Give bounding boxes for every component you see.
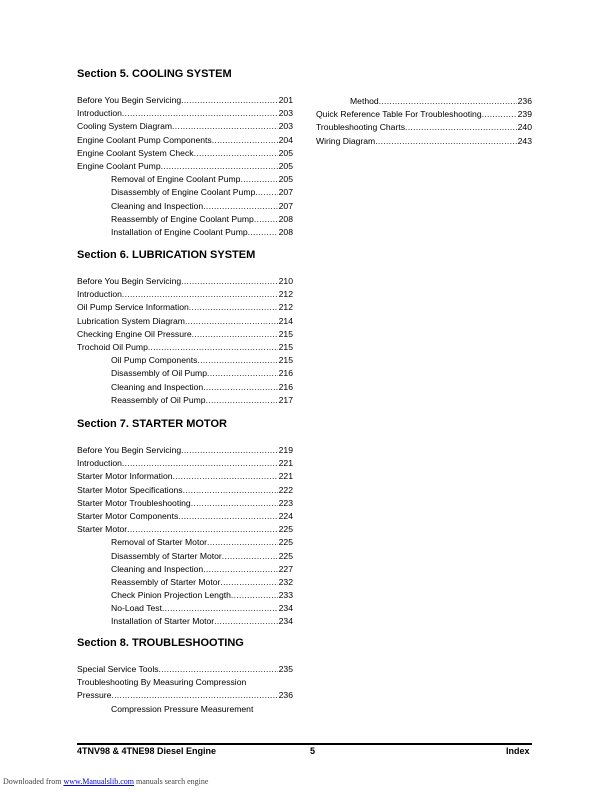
toc-entry[interactable]: [77, 354, 293, 367]
toc-entry-page: 225: [278, 524, 293, 535]
toc-entry[interactable]: [77, 315, 293, 328]
toc-entry[interactable]: [77, 147, 293, 160]
toc-entry[interactable]: [77, 510, 293, 523]
section-title: Section 6. LUBRICATION SYSTEM: [77, 249, 256, 261]
toc-entry-page: 212: [278, 289, 293, 300]
leader-dots: [159, 663, 278, 676]
toc-entry-page: 205: [278, 174, 293, 185]
toc-entry-page: 243: [517, 135, 532, 146]
leader-dots: [246, 676, 292, 689]
leader-dots: [379, 95, 517, 108]
toc-entry-page: [292, 676, 293, 689]
toc-entry-page: 215: [278, 328, 293, 339]
leader-dots: [189, 301, 278, 314]
toc-entry-page: 227: [278, 563, 293, 574]
toc-entry[interactable]: [77, 523, 293, 536]
toc-entry-label: Check Pinion Projection Length: [111, 590, 231, 601]
toc-entry-page: 234: [278, 603, 293, 614]
leader-dots: [220, 576, 277, 589]
toc-entry-page: 225: [278, 550, 293, 561]
toc-entry-page: 221: [278, 471, 293, 482]
leader-dots: [240, 173, 277, 186]
toc-section: [77, 67, 293, 239]
toc-entry[interactable]: [77, 576, 293, 589]
toc-entry-label: Reassembly of Starter Motor: [111, 576, 221, 587]
leader-dots: [405, 121, 517, 134]
toc-entry[interactable]: [77, 301, 293, 314]
toc-entry-page: 210: [278, 276, 293, 286]
toc-entry-label: Cleaning and Inspection: [111, 381, 204, 392]
toc-entry-page: 222: [278, 484, 293, 495]
toc-entry-label: Introduction: [77, 108, 122, 119]
section-title: Section 8. TROUBLESHOOTING: [77, 637, 244, 649]
leader-dots: [122, 457, 278, 470]
toc-entry-label: Pressure: [77, 690, 112, 701]
leader-dots: [181, 275, 278, 288]
toc-entry-page: 216: [278, 381, 293, 392]
footer-section: Index: [506, 746, 530, 756]
toc-entry[interactable]: [77, 615, 293, 628]
toc-entry[interactable]: [77, 186, 293, 199]
toc-entry-label: Disassembly of Oil Pump: [111, 368, 207, 379]
leader-dots: [111, 689, 277, 702]
leader-dots: [214, 615, 277, 628]
toc-entry[interactable]: [77, 341, 293, 354]
toc-entry[interactable]: [77, 288, 293, 301]
toc-entry[interactable]: [77, 536, 293, 549]
download-note: [3, 777, 208, 786]
toc-entry-page: 232: [278, 576, 293, 587]
leader-dots: [183, 484, 278, 497]
leader-dots: [191, 497, 278, 510]
toc-entry-label: Engine Coolant System Check: [77, 147, 194, 158]
leader-dots: [181, 94, 278, 107]
toc-entry-page: 204: [278, 134, 293, 145]
download-prefix: Downloaded from: [3, 777, 62, 786]
toc-entry[interactable]: [77, 470, 293, 483]
leader-dots: [203, 563, 277, 576]
toc-entry[interactable]: [77, 444, 293, 457]
section-title: Section 5. COOLING SYSTEM: [77, 68, 232, 80]
toc-entry-page: 234: [278, 616, 293, 627]
leader-dots: [197, 354, 277, 367]
toc-entry-label: Reassembly of Engine Coolant Pump: [111, 213, 254, 224]
toc-entry[interactable]: [77, 160, 293, 173]
footer-page-number: 5: [310, 746, 316, 756]
leader-dots: [181, 444, 278, 457]
toc-entry[interactable]: [77, 200, 293, 213]
toc-entry[interactable]: [77, 275, 293, 288]
toc-entry-page: 212: [278, 302, 293, 313]
leader-dots: [194, 147, 278, 160]
toc-entry[interactable]: [77, 563, 293, 576]
toc-entry-label: Cleaning and Inspection: [111, 200, 204, 211]
toc-entry-label: Starter Motor Specifications: [77, 484, 183, 495]
leader-dots: [185, 315, 278, 328]
leader-dots: [207, 536, 278, 549]
leader-dots: [231, 589, 278, 602]
toc-entry-page: 207: [278, 200, 293, 211]
leader-dots: [375, 135, 516, 148]
toc-entry-label: Cooling System Diagram: [77, 121, 173, 132]
toc-entry-label: Wiring Diagram: [316, 135, 376, 146]
toc-entry[interactable]: [77, 213, 293, 226]
toc-entry[interactable]: [77, 550, 293, 563]
toc-entry-label: Installation of Starter Motor: [111, 616, 215, 627]
toc-entry-label: Introduction: [77, 458, 122, 469]
leader-dots: [255, 186, 277, 199]
toc-entry-label: Troubleshooting By Measuring Compression: [77, 677, 247, 688]
toc-entry-page: 217: [278, 394, 293, 405]
leader-dots: [127, 523, 278, 536]
toc-entry[interactable]: [77, 457, 293, 470]
toc-entry[interactable]: [77, 94, 293, 107]
toc-entry-label: Compression Pressure Measurement: [111, 703, 254, 714]
toc-entry[interactable]: [77, 589, 293, 602]
toc-entry-label: Disassembly of Engine Coolant Pump: [111, 187, 256, 198]
toc-right-column: [316, 95, 532, 148]
toc-entry[interactable]: [77, 226, 293, 239]
toc-entry-label: Installation of Engine Coolant Pump: [111, 226, 248, 237]
toc-entry-page: 223: [278, 497, 293, 508]
leader-dots: [161, 160, 278, 173]
toc-entry-page: 239: [517, 109, 532, 120]
leader-dots: [207, 367, 278, 380]
toc-entry-label: Engine Coolant Pump: [77, 160, 161, 171]
toc-entry-label: Removal of Starter Motor: [111, 537, 207, 548]
toc-entry-label: Before You Begin Servicing: [77, 276, 182, 286]
toc-entry[interactable]: [77, 173, 293, 186]
toc-entry[interactable]: [77, 107, 293, 120]
toc-entry-label: Starter Motor Information: [77, 471, 173, 482]
toc-entry[interactable]: [77, 689, 293, 702]
leader-dots: [178, 510, 277, 523]
leader-dots: [122, 288, 278, 301]
toc-entry-label: Lubrication System Diagram: [77, 315, 185, 326]
toc-entry-page: 235: [278, 664, 293, 674]
toc-entry-label: Disassembly of Starter Motor: [111, 550, 222, 561]
toc-entry-label: Oil Pump Service Information: [77, 302, 189, 313]
leader-dots: [222, 550, 278, 563]
leader-dots: [206, 394, 278, 407]
toc-entry[interactable]: [77, 663, 293, 676]
leader-dots: [482, 108, 517, 121]
toc-entry-label: Introduction: [77, 289, 122, 300]
toc-entry-page: 207: [278, 187, 293, 198]
toc-entry[interactable]: [77, 497, 293, 510]
toc-section: [77, 248, 293, 407]
toc-entry[interactable]: [316, 95, 532, 108]
toc-entry-label: No-Load Test: [111, 603, 162, 614]
toc-entry-page: 225: [278, 537, 293, 548]
download-suffix: manuals search engine: [136, 777, 209, 786]
toc-entry[interactable]: [77, 394, 293, 407]
toc-entry-page: 203: [278, 121, 293, 132]
toc-entry-page: 236: [517, 96, 532, 106]
toc-entry[interactable]: [77, 120, 293, 133]
toc-entry-label: Starter Motor Troubleshooting: [77, 497, 191, 508]
toc-entry[interactable]: [77, 602, 293, 615]
toc-entry-label: Starter Motor Components: [77, 510, 179, 521]
leader-dots: [203, 381, 277, 394]
toc-entry-page: 236: [278, 690, 293, 701]
toc-entry[interactable]: [77, 381, 293, 394]
toc-entry-page: 205: [278, 147, 293, 158]
toc-entry-page: 233: [278, 590, 293, 601]
toc-entry-page: 240: [517, 122, 532, 133]
leader-dots: [248, 226, 278, 239]
toc-entry[interactable]: [77, 367, 293, 380]
toc-entry-label: Quick Reference Table For Troubleshooting: [316, 109, 482, 120]
leader-dots: [203, 200, 277, 213]
leader-dots: [253, 703, 292, 716]
toc-entry-label: Trochoid Oil Pump: [77, 341, 148, 352]
toc-entry-label: Special Service Tools: [77, 664, 159, 674]
toc-entry-label: Cleaning and Inspection: [111, 563, 204, 574]
toc-entry-label: Troubleshooting Charts: [316, 122, 406, 133]
toc-section: [77, 636, 293, 716]
toc-entry-page: 214: [278, 315, 293, 326]
toc-entry-page: 208: [278, 213, 293, 224]
toc-entry[interactable]: [316, 121, 532, 134]
toc-entry-page: 205: [278, 160, 293, 171]
toc-entry-label: Before You Begin Servicing: [77, 95, 182, 105]
toc-entry-page: 216: [278, 368, 293, 379]
toc-entry[interactable]: [77, 676, 293, 689]
footer-rule: [77, 743, 532, 745]
toc-entry-page: [292, 703, 293, 716]
toc-entry[interactable]: [316, 135, 532, 148]
footer-title: 4TNV98 & 4TNE98 Diesel Engine: [77, 746, 217, 756]
toc-entry-label: Before You Begin Servicing: [77, 445, 182, 455]
toc-entry-page: 215: [278, 355, 293, 366]
toc-entry-page: 219: [278, 445, 293, 455]
leader-dots: [122, 107, 278, 120]
toc-entry[interactable]: [77, 703, 293, 716]
toc-entry-label: Engine Coolant Pump Components: [77, 134, 212, 145]
leader-dots: [173, 470, 278, 483]
toc-entry-page: 203: [278, 108, 293, 119]
toc-entry[interactable]: [77, 328, 293, 341]
toc-entry[interactable]: [77, 484, 293, 497]
toc-section: [77, 417, 293, 629]
toc-left-column: [77, 0, 293, 740]
section-title: Section 7. STARTER MOTOR: [77, 418, 227, 430]
toc-entry-page: 224: [278, 510, 293, 521]
leader-dots: [192, 328, 278, 341]
toc-entry-label: Method: [350, 96, 379, 106]
leader-dots: [212, 134, 278, 147]
leader-dots: [172, 120, 278, 133]
toc-entry-label: Removal of Engine Coolant Pump: [111, 174, 241, 185]
toc-entry-page: 208: [278, 226, 293, 237]
toc-entry[interactable]: [77, 134, 293, 147]
toc-entry-label: Starter Motor: [77, 524, 128, 535]
toc-entry-label: Oil Pump Components: [111, 355, 198, 366]
toc-entry-label: Checking Engine Oil Pressure: [77, 328, 192, 339]
toc-entry-page: 215: [278, 341, 293, 352]
toc-entry-label: Reassembly of Oil Pump: [111, 394, 206, 405]
leader-dots: [162, 602, 278, 615]
toc-entry-page: 201: [278, 95, 293, 105]
leader-dots: [254, 213, 278, 226]
toc-entry[interactable]: [316, 108, 532, 121]
manualslib-link[interactable]: www.Manualslib.com: [63, 777, 135, 786]
leader-dots: [148, 341, 278, 354]
toc-entry-page: 221: [278, 458, 293, 469]
